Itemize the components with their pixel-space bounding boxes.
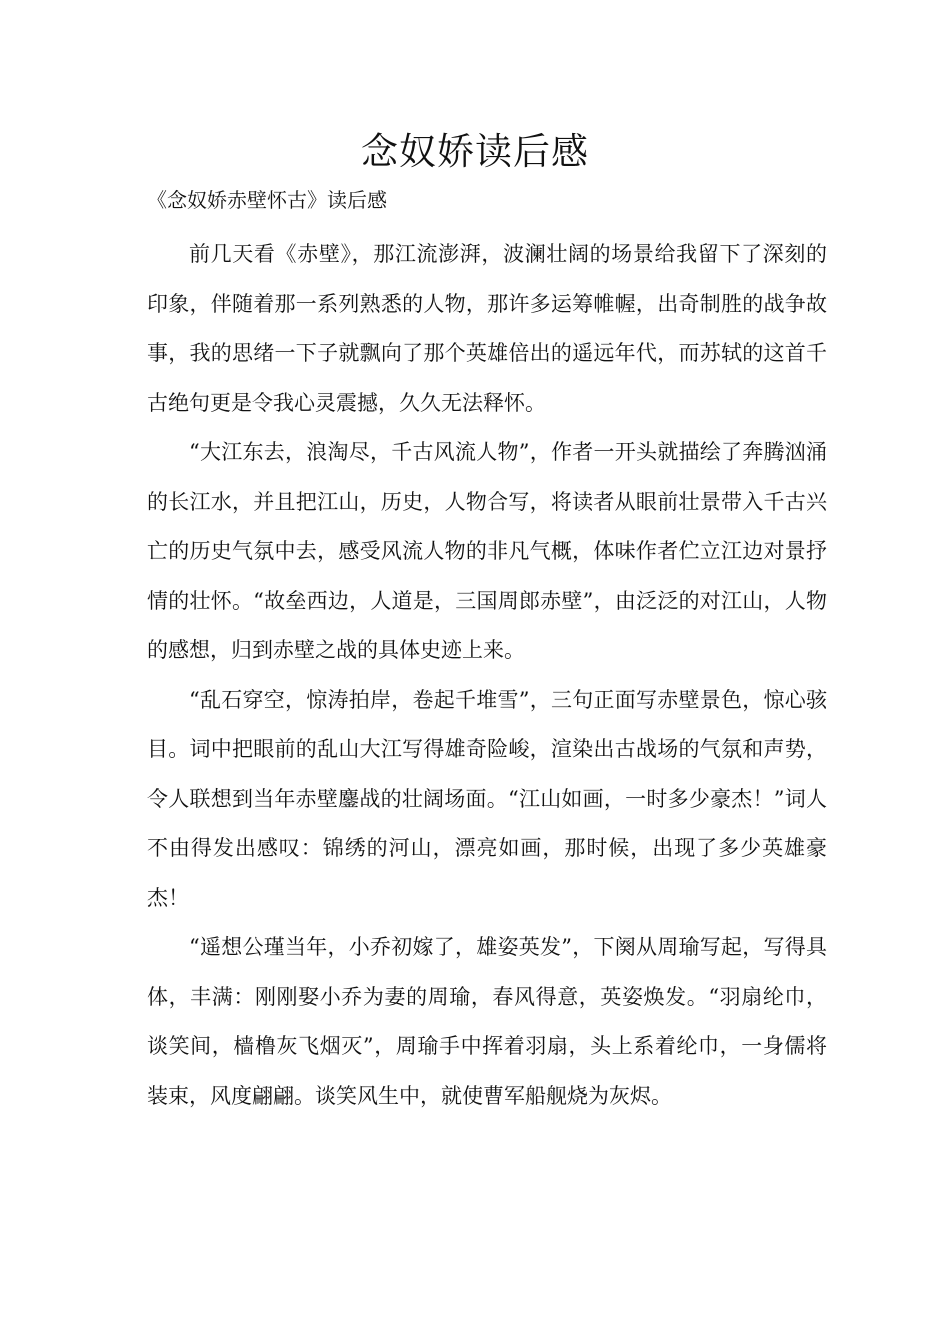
paragraph-3: “乱石穿空，惊涛拍岸，卷起千堆雪”，三句正面写赤壁景色，惊心骇目。词中把眼前的乱山大江写得雄奇险峻，渲染出古战场的气氛和声势，令人联想到当年赤壁鏖战的壮阔场面。“江山如画，一时多少豪杰！”词人不由得发出感叹：锦绣的河山，漂亮如画，那时候，出现了多少英雄豪杰！ xyxy=(147,687,827,910)
paragraph-1: 前几天看《赤壁》，那江流澎湃，波澜壮阔的场景给我留下了深刻的印象，伴随着那一系列熟悉的人物，那许多运筹帷幄，出奇制胜的战争故事，我的思绪一下子就飘向了那个英雄倍出的遥远年代，而苏轼的这首千古绝句更是令我心灵震撼，久久无法释怀。 xyxy=(147,242,827,415)
paragraph-2: “大江东去，浪淘尽，千古风流人物”，作者一开头就描绘了奔腾汹涌的长江水，并且把江山，历史，人物合写，将读者从眼前壮景带入千古兴亡的历史气氛中去，感受风流人物的非凡气概，体味作者伫立江边对景抒情的壮怀。“故垒西边，人道是，三国周郎赤壁”，由泛泛的对江山，人物的感想，归到赤壁之战的具体史迹上来。 xyxy=(147,440,827,662)
paragraph-4: “遥想公瑾当年，小乔初嫁了，雄姿英发”，下阕从周瑜写起，写得具体，丰满：刚刚娶小乔为妻的周瑜，春风得意，英姿焕发。“羽扇纶巾，谈笑间，樯橹灰飞烟灭”，周瑜手中挥着羽扇，头上系着纶巾，一身儒将装束，风度翩翩。谈笑风生中，就使曹军船舰烧为灰烬。 xyxy=(147,935,827,1108)
document-title: 念奴娇读后感 xyxy=(361,130,589,173)
document-body xyxy=(147,230,827,1121)
document-subtitle: 《念奴娇赤壁怀古》读后感 xyxy=(147,188,387,212)
